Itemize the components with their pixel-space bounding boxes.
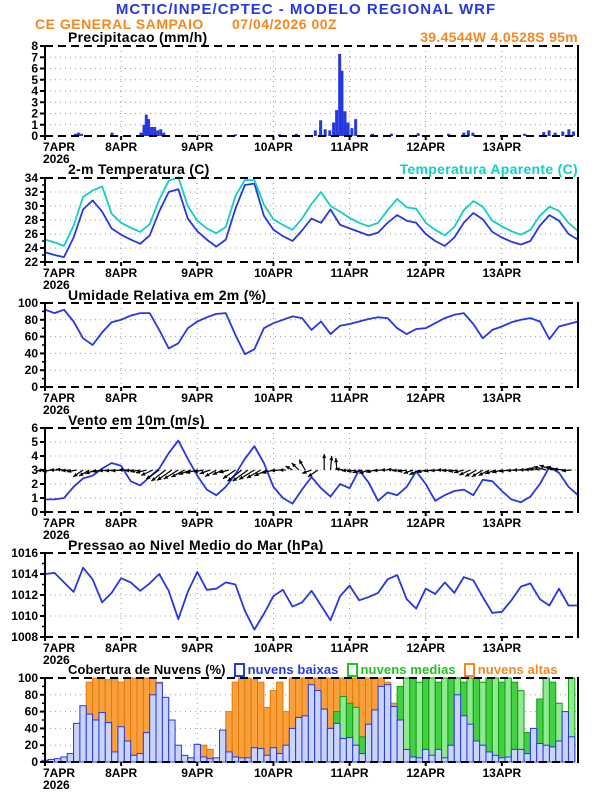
svg-text:13APR: 13APR	[482, 766, 522, 780]
svg-text:12APR: 12APR	[406, 766, 446, 780]
svg-text:1: 1	[31, 117, 38, 132]
svg-text:40: 40	[24, 721, 38, 736]
panel-6-plot	[18, 671, 578, 792]
svg-text:60: 60	[24, 329, 38, 344]
svg-text:32: 32	[24, 185, 38, 199]
svg-text:10APR: 10APR	[254, 140, 293, 154]
svg-text:2026: 2026	[43, 653, 70, 667]
svg-text:8APR: 8APR	[105, 516, 138, 530]
svg-text:13APR: 13APR	[482, 391, 522, 405]
svg-text:9APR: 9APR	[181, 516, 214, 530]
svg-text:7APR: 7APR	[43, 516, 76, 530]
svg-text:2: 2	[31, 106, 38, 121]
svg-text:26: 26	[24, 227, 38, 241]
svg-text:0: 0	[31, 755, 38, 769]
svg-text:7APR: 7APR	[43, 766, 76, 780]
svg-text:100: 100	[17, 296, 38, 310]
svg-text:9APR: 9APR	[181, 266, 214, 280]
svg-text:1016: 1016	[11, 546, 38, 560]
svg-text:22: 22	[24, 255, 38, 269]
page-title: MCTIC/INPE/CPTEC - MODELO REGIONAL WRF	[115, 1, 497, 18]
svg-text:2026: 2026	[43, 278, 70, 292]
svg-text:8APR: 8APR	[105, 391, 138, 405]
svg-text:12APR: 12APR	[406, 391, 446, 405]
svg-text:2026: 2026	[43, 403, 70, 417]
svg-text:11APR: 11APR	[330, 391, 369, 405]
svg-text:9APR: 9APR	[181, 391, 214, 405]
svg-text:6: 6	[31, 61, 38, 76]
svg-text:13APR: 13APR	[482, 140, 522, 154]
svg-text:11APR: 11APR	[330, 266, 369, 280]
panel-precip-title: Precipitacao (mm/h)	[68, 29, 208, 45]
svg-text:11APR: 11APR	[330, 766, 369, 780]
svg-text:10APR: 10APR	[254, 516, 293, 530]
svg-text:4: 4	[31, 449, 38, 463]
svg-text:30: 30	[24, 199, 38, 213]
low-clouds-label: nuvens baixas	[247, 662, 339, 677]
svg-text:60: 60	[24, 704, 38, 719]
svg-text:2026: 2026	[43, 152, 70, 166]
panel-humidity-title: Umidade Relativa em 2m (%)	[68, 287, 267, 303]
svg-text:3: 3	[31, 463, 38, 477]
svg-text:0: 0	[31, 505, 38, 519]
svg-text:1014: 1014	[11, 567, 38, 581]
svg-text:6: 6	[31, 421, 38, 435]
svg-text:10APR: 10APR	[254, 641, 293, 655]
run-datetime: 07/04/2026 00Z	[232, 16, 338, 32]
svg-text:1012: 1012	[11, 588, 38, 602]
svg-text:8APR: 8APR	[105, 140, 138, 154]
svg-text:2026: 2026	[43, 778, 70, 792]
panel-pressure-title: Pressao ao Nivel Medio do Mar (hPa)	[68, 537, 324, 553]
svg-text:12APR: 12APR	[406, 266, 446, 280]
svg-text:12APR: 12APR	[406, 516, 446, 530]
svg-text:7: 7	[31, 50, 38, 65]
svg-text:9APR: 9APR	[181, 766, 214, 780]
svg-text:9APR: 9APR	[181, 140, 214, 154]
svg-text:11APR: 11APR	[330, 641, 369, 655]
svg-text:0: 0	[31, 380, 38, 394]
svg-text:7APR: 7APR	[43, 391, 76, 405]
svg-text:80: 80	[24, 312, 38, 327]
svg-text:0: 0	[31, 129, 38, 143]
svg-text:8APR: 8APR	[105, 641, 138, 655]
svg-text:20: 20	[24, 738, 38, 753]
svg-text:10APR: 10APR	[254, 266, 293, 280]
svg-text:12APR: 12APR	[406, 641, 446, 655]
svg-text:3: 3	[31, 95, 38, 110]
svg-text:34: 34	[24, 171, 38, 185]
svg-text:12APR: 12APR	[406, 140, 446, 154]
svg-text:8APR: 8APR	[105, 766, 138, 780]
panel-3-plot	[18, 296, 578, 417]
svg-text:1010: 1010	[11, 609, 38, 623]
svg-text:11APR: 11APR	[330, 140, 369, 154]
svg-text:8APR: 8APR	[105, 266, 138, 280]
svg-text:1008: 1008	[11, 630, 38, 644]
location-coords: 39.4544W 4.0528S 95m	[420, 29, 578, 45]
panel-temp-title: 2-m Temperatura (C)	[68, 161, 210, 177]
svg-text:8: 8	[31, 39, 38, 53]
svg-text:7APR: 7APR	[43, 641, 76, 655]
svg-text:100: 100	[17, 671, 38, 685]
svg-text:7APR: 7APR	[43, 140, 76, 154]
mid-clouds-label: nuvens medias	[360, 662, 456, 677]
svg-text:28: 28	[24, 213, 38, 227]
svg-text:2026: 2026	[43, 528, 70, 542]
svg-text:4: 4	[31, 84, 38, 98]
svg-text:20: 20	[24, 363, 38, 378]
svg-text:2: 2	[31, 477, 38, 491]
svg-text:10APR: 10APR	[254, 766, 293, 780]
svg-text:24: 24	[24, 241, 38, 255]
svg-text:80: 80	[24, 687, 38, 702]
svg-text:11APR: 11APR	[330, 516, 369, 530]
station-name: CE GENERAL SAMPAIO	[35, 16, 204, 32]
svg-text:5: 5	[31, 435, 38, 449]
svg-text:13APR: 13APR	[482, 516, 522, 530]
panel-5-plot	[11, 546, 578, 667]
panel-2-plot	[25, 171, 578, 292]
svg-text:13APR: 13APR	[482, 266, 522, 280]
high-clouds-label: nuvens altas	[477, 662, 558, 677]
svg-text:9APR: 9APR	[181, 641, 214, 655]
apparent-temp-legend: Temperatura Aparente (C)	[399, 161, 578, 177]
svg-text:10APR: 10APR	[254, 391, 293, 405]
panel-1-plot	[31, 39, 578, 166]
svg-text:5: 5	[31, 72, 38, 87]
panel-wind-title: Vento em 10m (m/s)	[68, 412, 205, 428]
svg-text:1: 1	[31, 491, 38, 505]
svg-text:7APR: 7APR	[43, 266, 76, 280]
svg-text:13APR: 13APR	[482, 641, 522, 655]
panel-cloud-title: Cobertura de Nuvens (%)	[68, 662, 226, 677]
svg-text:40: 40	[24, 346, 38, 361]
panel-4-plot	[31, 421, 578, 542]
